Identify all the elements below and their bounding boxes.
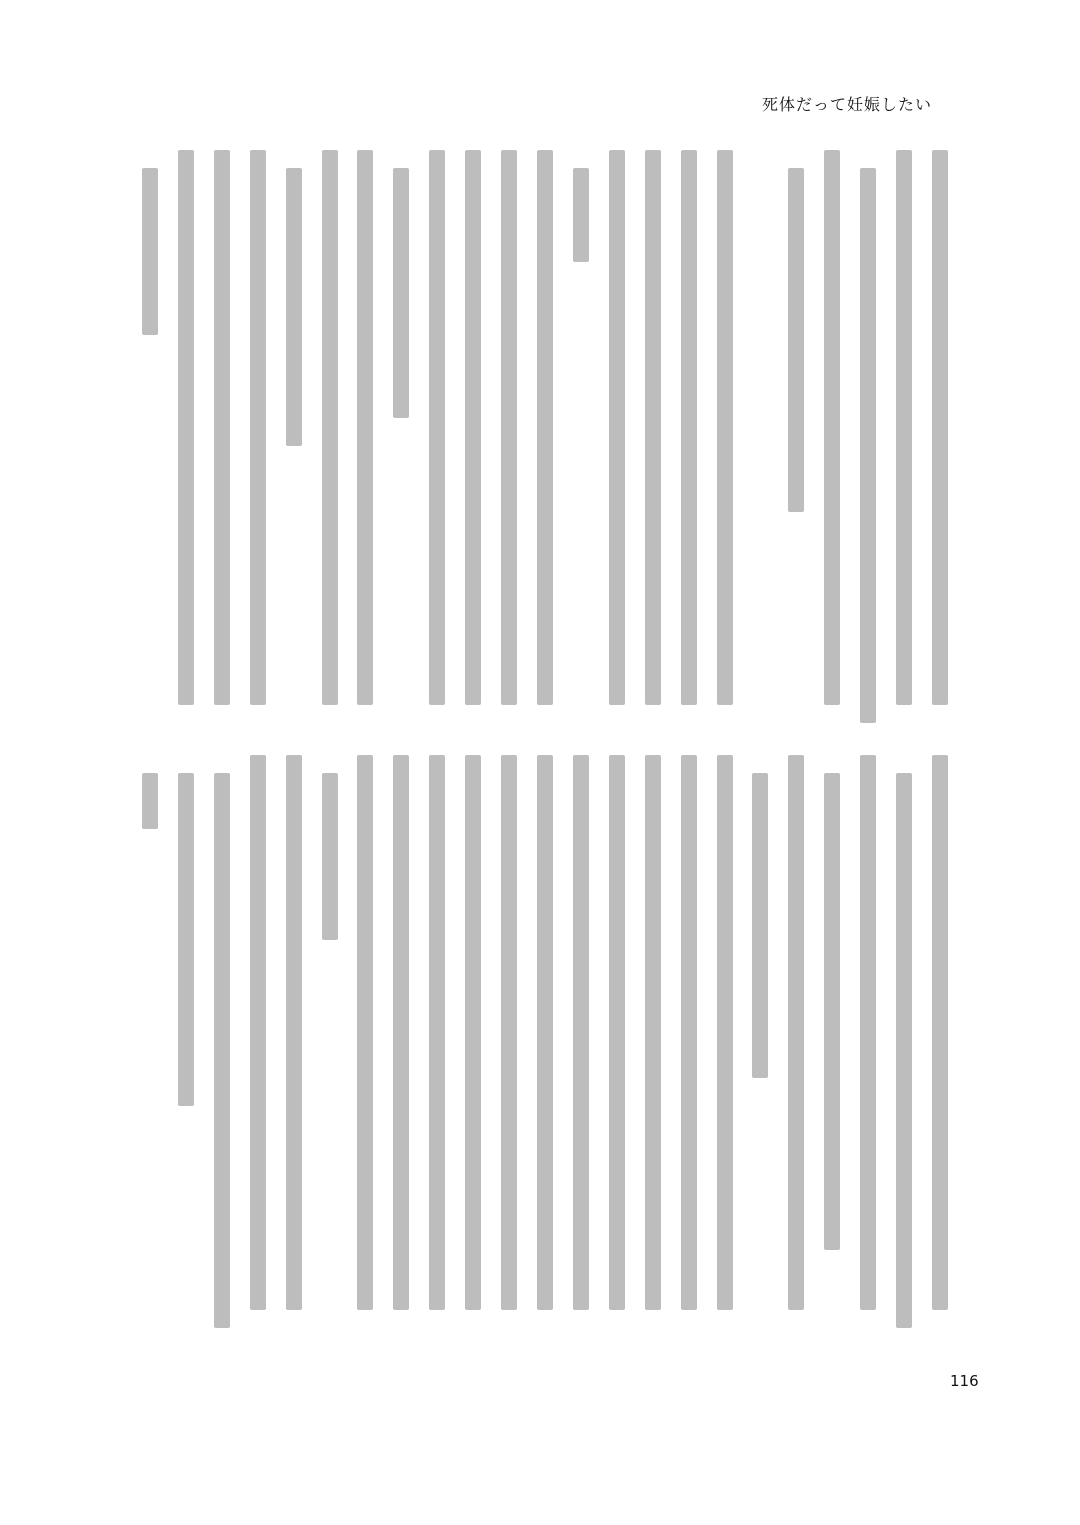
- text-column: [573, 168, 589, 262]
- text-column: [896, 150, 912, 705]
- text-column: [573, 755, 589, 1310]
- text-column: [681, 755, 697, 1310]
- text-column: [393, 755, 409, 1310]
- text-column: [609, 150, 625, 705]
- text-column: [717, 755, 733, 1310]
- text-column: [752, 773, 768, 1078]
- text-column: [322, 150, 338, 705]
- text-column: [788, 168, 804, 512]
- text-column: [429, 150, 445, 705]
- text-column: [393, 168, 409, 418]
- text-column: [142, 773, 158, 829]
- text-column: [214, 150, 230, 705]
- text-column: [286, 168, 302, 446]
- text-column: [501, 150, 517, 705]
- body-text-upper-block: [140, 150, 950, 725]
- text-column: [286, 755, 302, 1310]
- text-column: [681, 150, 697, 705]
- text-column: [429, 755, 445, 1310]
- text-column: [896, 773, 912, 1328]
- page-number: 116: [950, 1372, 979, 1390]
- text-column: [142, 168, 158, 335]
- text-column: [250, 150, 266, 705]
- text-column: [645, 150, 661, 705]
- text-column: [465, 150, 481, 705]
- text-column: [932, 150, 948, 705]
- text-column: [537, 150, 553, 705]
- body-text-lower-block: [140, 755, 950, 1330]
- text-column: [717, 150, 733, 705]
- text-column: [788, 755, 804, 1310]
- text-column: [824, 773, 840, 1250]
- text-column: [537, 755, 553, 1310]
- text-column: [214, 773, 230, 1328]
- text-column: [645, 755, 661, 1310]
- running-header-title: 死体だって妊娠したい: [762, 95, 933, 114]
- text-column: [860, 755, 876, 1310]
- text-column: [932, 755, 948, 1310]
- text-column: [824, 150, 840, 705]
- text-column: [609, 755, 625, 1310]
- text-column: [465, 755, 481, 1310]
- text-column: [860, 168, 876, 723]
- text-column: [250, 755, 266, 1310]
- text-column: [357, 755, 373, 1310]
- text-column: [178, 773, 194, 1106]
- text-column: [322, 773, 338, 940]
- text-column: [501, 755, 517, 1310]
- text-column: [178, 150, 194, 705]
- text-column: [357, 150, 373, 705]
